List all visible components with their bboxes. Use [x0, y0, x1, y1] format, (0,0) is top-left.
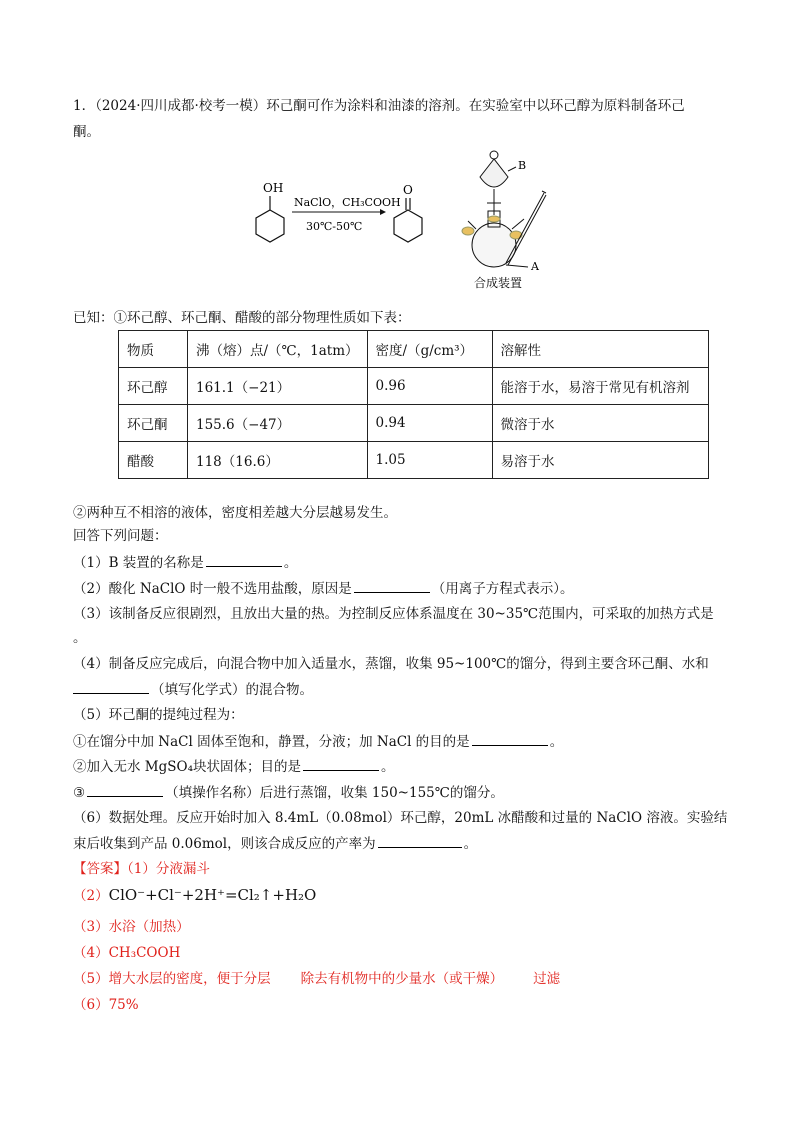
question-line-1: 1．（2024·四川成都·校考一模）环己酮可作为涂料和油漆的溶剂。在实验室中以环己醇为原料制备环己 — [73, 98, 685, 114]
table-header-cell: 物质 — [119, 331, 188, 368]
table-cell: 0.94 — [367, 405, 492, 442]
table-cell: 161.1（−21） — [188, 368, 368, 405]
question-6-cont: 束后收集到产品 0.06mol，则该合成反应的产率为 。 — [73, 833, 477, 854]
question-3-end: 。 — [73, 630, 87, 646]
answer-5: （5）增大水层的密度，便于分层 除去有机物中的少量水（或干燥） 过滤 — [73, 971, 561, 987]
question-3: （3）该制备反应很剧烈，且放出大量的热。为控制反应体系温度在 30~35℃范围内，可采取的加热方式是 — [73, 606, 714, 622]
table-cell: 能溶于水，易溶于常见有机溶剂 — [492, 368, 708, 405]
known-intro: 已知：①环己醇、环己酮、醋酸的部分物理性质如下表： — [73, 310, 411, 326]
table-cell: 环己酮 — [119, 405, 188, 442]
conditions-label: 30℃-50℃ — [306, 220, 363, 233]
answer-1: 【答案】（1）分液漏斗 — [73, 861, 210, 877]
reagents-label: NaClO，CH₃COOH — [294, 196, 401, 209]
question-6: （6）数据处理。反应开始时加入 8.4mL（0.08mol）环己醇，20mL 冰醋酸和过量的 NaClO 溶液。实验结 — [73, 810, 728, 826]
label-b: B — [518, 159, 527, 172]
table-cell: 1.05 — [367, 442, 492, 479]
label-a: A — [531, 260, 539, 273]
answer-blank — [303, 756, 379, 771]
table-cell: 环己醇 — [119, 368, 188, 405]
table-row — [119, 442, 709, 479]
synthesis-apparatus — [452, 145, 562, 290]
answer-tag: 【答案】 — [73, 861, 127, 877]
question-5-2: ②加入无水 MgSO₄块状固体；目的是 。 — [73, 756, 394, 777]
answer-blank — [87, 782, 163, 797]
three-neck-flask — [462, 211, 524, 267]
answer-blank — [354, 578, 430, 593]
table-cell: 醋酸 — [119, 442, 188, 479]
reaction-scheme — [240, 178, 440, 258]
answer-prompt: 回答下列问题： — [73, 528, 168, 544]
table-header-cell: 密度/（g/cm³） — [367, 331, 492, 368]
table-cell: 0.96 — [367, 368, 492, 405]
answer-blank — [73, 679, 149, 694]
table-row — [119, 368, 709, 405]
cyclohexanol-structure — [256, 196, 284, 242]
table-row — [119, 405, 709, 442]
known-note-2: ②两种互不相溶的液体，密度相差越大分层越易发生。 — [73, 505, 397, 521]
question-5-3: ③ （填操作名称）后进行蒸馏，收集 150~155℃的馏分。 — [73, 782, 504, 803]
ionic-equation: ClO⁻+Cl⁻+2H⁺=Cl₂↑+H₂O — [108, 886, 317, 904]
answer-blank — [206, 552, 282, 567]
table-cell: 155.6（−47） — [188, 405, 368, 442]
question-2: （2）酸化 NaClO 时一般不选用盐酸，原因是 （用离子方程式表示）。 — [73, 578, 574, 599]
answer-blank — [472, 731, 548, 746]
table-cell: 118（16.6） — [188, 442, 368, 479]
table-header-cell: 沸（熔）点/（℃，1atm） — [188, 331, 368, 368]
answer-2: （2）ClO⁻+Cl⁻+2H⁺=Cl₂↑+H₂O — [73, 886, 317, 904]
product-label: O — [403, 183, 413, 197]
answer-4: （4）CH₃COOH — [73, 945, 181, 961]
question-4-cont: （填写化学式）的混合物。 — [73, 679, 313, 700]
reactant-label: OH — [263, 181, 284, 195]
question-5-1: ①在馏分中加 NaCl 固体至饱和，静置，分液；加 NaCl 的目的是 。 — [73, 731, 563, 752]
question-line-2: 酮。 — [73, 124, 100, 140]
question-5: （5）环己酮的提纯过程为： — [73, 707, 244, 723]
table-header-row — [119, 331, 709, 368]
question-4: （4）制备反应完成后，向混合物中加入适量水，蒸馏，收集 95~100℃的馏分，得到主要含环己酮、水和 — [73, 656, 709, 672]
answer-6: （6）75% — [73, 997, 139, 1013]
properties-table — [118, 330, 709, 479]
table-cell: 微溶于水 — [492, 405, 708, 442]
question-1: （1）B 装置的名称是 。 — [73, 552, 297, 573]
table-header-cell: 溶解性 — [492, 331, 708, 368]
answer-blank — [378, 833, 462, 848]
answer-3: （3）水浴（加热） — [73, 919, 190, 935]
separatory-funnel — [480, 151, 516, 215]
table-cell: 易溶于水 — [492, 442, 708, 479]
apparatus-caption: 合成装置 — [474, 276, 523, 290]
